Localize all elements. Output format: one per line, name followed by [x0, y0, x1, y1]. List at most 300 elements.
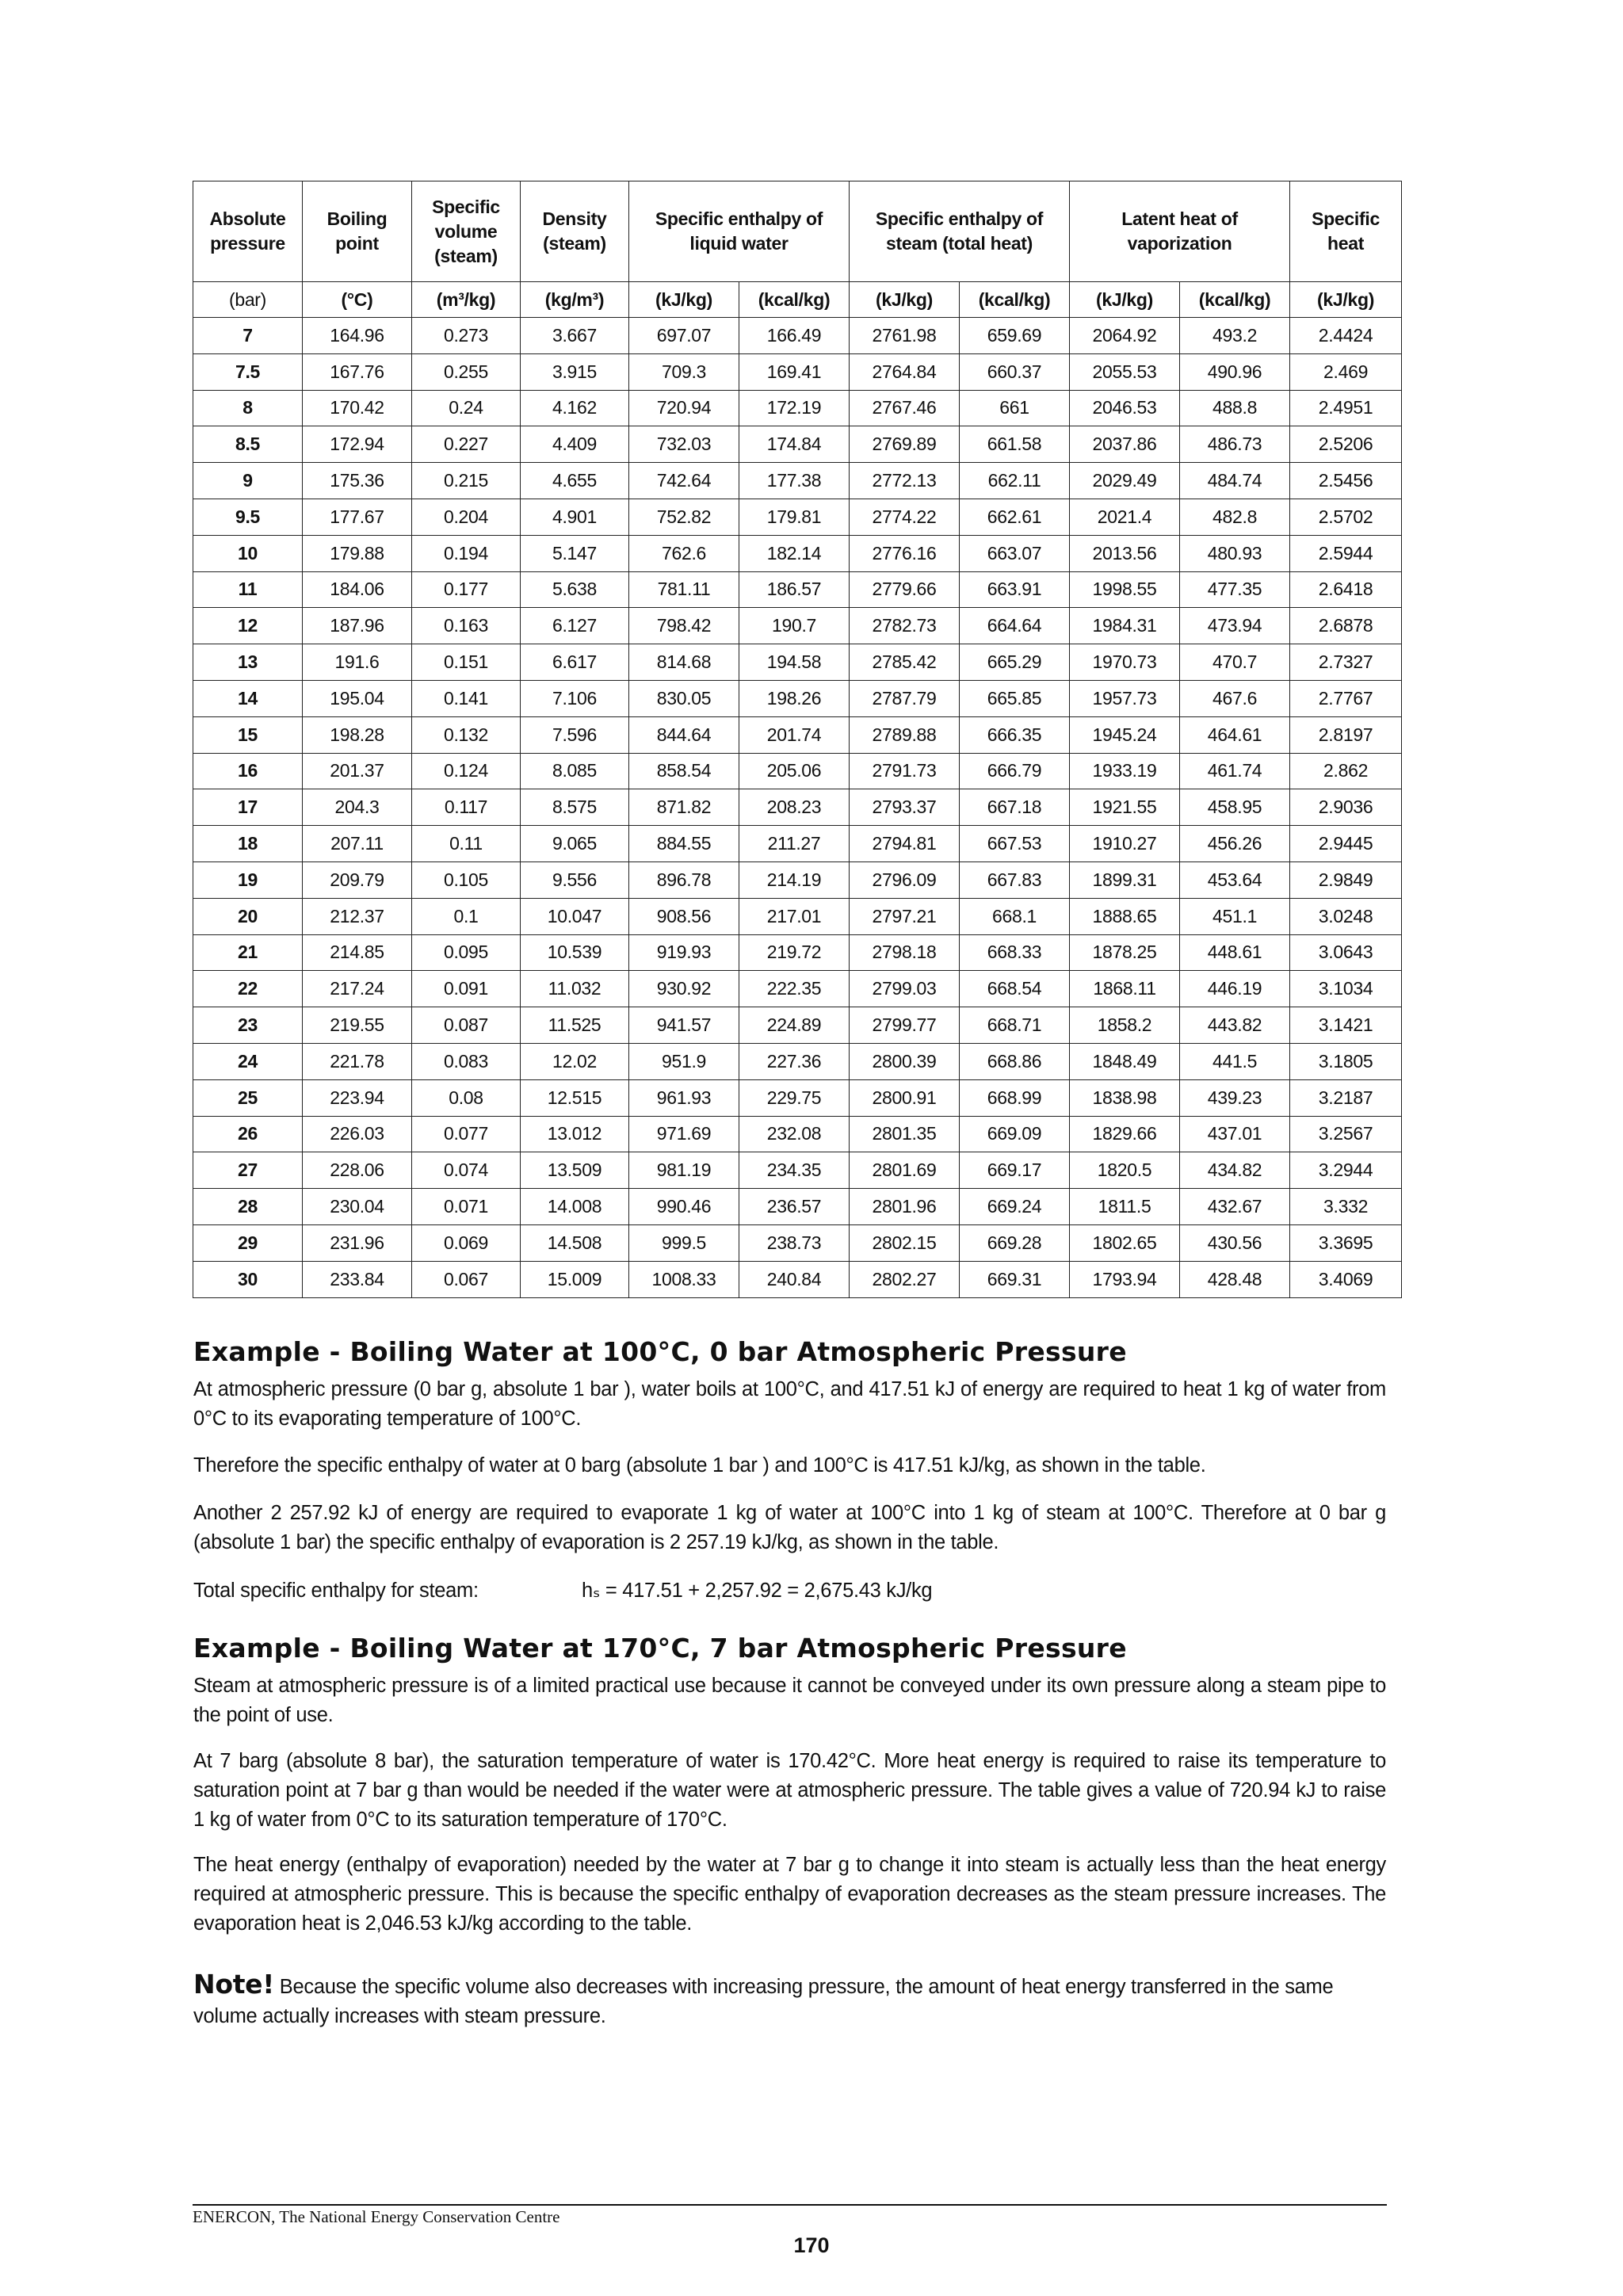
example2-paragraph-1: Steam at atmospheric pressure is of a limited practical use because it cannot be conveyed under its own pressure along a steam pipe to the point of use. [193, 1675, 1386, 1726]
example2-heading: Example - Boiling Water at 170°C, 7 bar Atmospheric Pressure [193, 1633, 1127, 1664]
table-cell: 2785.42 [850, 644, 960, 681]
table-cell: 446.19 [1180, 971, 1290, 1007]
table-cell: 233.84 [303, 1261, 412, 1297]
table-cell: 941.57 [629, 1007, 739, 1044]
table-row [193, 789, 1402, 826]
table-row [193, 571, 1402, 608]
table-cell: 951.9 [629, 1043, 739, 1079]
table-row [193, 1189, 1402, 1225]
table-cell: 0.204 [412, 499, 521, 535]
table-cell: 3.0248 [1290, 898, 1402, 934]
table-cell: 2.4951 [1290, 390, 1402, 426]
table-cell: 2796.09 [850, 861, 960, 898]
table-cell: 3.4069 [1290, 1261, 1402, 1297]
column-header: Density (steam) [521, 181, 629, 282]
table-cell: 439.23 [1180, 1079, 1290, 1116]
table-cell: 0.255 [412, 353, 521, 390]
table-cell: 720.94 [629, 390, 739, 426]
table-cell: 470.7 [1180, 644, 1290, 681]
table-cell: 2021.4 [1070, 499, 1180, 535]
table-cell: 2046.53 [1070, 390, 1180, 426]
table-cell: 484.74 [1180, 463, 1290, 499]
table-cell: 430.56 [1180, 1224, 1290, 1261]
table-cell: 669.09 [960, 1116, 1070, 1152]
table-cell: 3.2944 [1290, 1152, 1402, 1189]
table-cell: 2.5702 [1290, 499, 1402, 535]
table-cell: 187.96 [303, 608, 412, 644]
table-cell: 0.067 [412, 1261, 521, 1297]
table-cell: 2779.66 [850, 571, 960, 608]
table-row [193, 353, 1402, 390]
table-cell: 477.35 [1180, 571, 1290, 608]
pressure-cell: 8.5 [193, 426, 303, 463]
table-cell: 1802.65 [1070, 1224, 1180, 1261]
table-cell: 2.5944 [1290, 535, 1402, 571]
pressure-cell: 28 [193, 1189, 303, 1225]
table-cell: 830.05 [629, 680, 739, 716]
table-cell: 480.93 [1180, 535, 1290, 571]
table-cell: 3.1421 [1290, 1007, 1402, 1044]
unit-cell: (kg/m³) [521, 282, 629, 318]
table-row [193, 390, 1402, 426]
table-cell: 2800.91 [850, 1079, 960, 1116]
table-cell: 15.009 [521, 1261, 629, 1297]
table-cell: 781.11 [629, 571, 739, 608]
table-cell: 488.8 [1180, 390, 1290, 426]
table-cell: 668.33 [960, 934, 1070, 971]
table-cell: 2029.49 [1070, 463, 1180, 499]
table-cell: 201.37 [303, 753, 412, 789]
table-cell: 179.88 [303, 535, 412, 571]
table-cell: 0.124 [412, 753, 521, 789]
table-cell: 2.7327 [1290, 644, 1402, 681]
table-row [193, 426, 1402, 463]
table-cell: 14.008 [521, 1189, 629, 1225]
table-cell: 2774.22 [850, 499, 960, 535]
pressure-cell: 18 [193, 826, 303, 862]
unit-cell: (kJ/kg) [850, 282, 960, 318]
pressure-cell: 25 [193, 1079, 303, 1116]
table-cell: 4.162 [521, 390, 629, 426]
table-cell: 668.71 [960, 1007, 1070, 1044]
table-cell: 201.74 [739, 716, 850, 753]
table-row [193, 608, 1402, 644]
table-cell: 2037.86 [1070, 426, 1180, 463]
table-cell: 198.26 [739, 680, 850, 716]
table-cell: 223.94 [303, 1079, 412, 1116]
table-cell: 798.42 [629, 608, 739, 644]
table-cell: 0.077 [412, 1116, 521, 1152]
pressure-cell: 9 [193, 463, 303, 499]
table-cell: 10.539 [521, 934, 629, 971]
table-cell: 229.75 [739, 1079, 850, 1116]
table-cell: 667.18 [960, 789, 1070, 826]
table-cell: 169.41 [739, 353, 850, 390]
table-cell: 0.227 [412, 426, 521, 463]
table-cell: 2.5206 [1290, 426, 1402, 463]
table-cell: 434.82 [1180, 1152, 1290, 1189]
table-cell: 0.194 [412, 535, 521, 571]
table-cell: 232.08 [739, 1116, 850, 1152]
table-cell: 464.61 [1180, 716, 1290, 753]
table-cell: 1878.25 [1070, 934, 1180, 971]
table-cell: 230.04 [303, 1189, 412, 1225]
table-cell: 1910.27 [1070, 826, 1180, 862]
table-cell: 482.8 [1180, 499, 1290, 535]
table-cell: 461.74 [1180, 753, 1290, 789]
pressure-cell: 7.5 [193, 353, 303, 390]
table-cell: 2801.69 [850, 1152, 960, 1189]
table-cell: 214.19 [739, 861, 850, 898]
example1-formula-line [193, 1576, 1386, 1606]
column-header: Specific enthalpy of liquid water [629, 181, 850, 282]
table-cell: 207.11 [303, 826, 412, 862]
table-cell: 0.071 [412, 1189, 521, 1225]
pressure-cell: 22 [193, 971, 303, 1007]
table-cell: 2.6418 [1290, 571, 1402, 608]
table-cell: 2799.03 [850, 971, 960, 1007]
table-cell: 0.095 [412, 934, 521, 971]
table-cell: 219.55 [303, 1007, 412, 1044]
table-cell: 10.047 [521, 898, 629, 934]
table-cell: 451.1 [1180, 898, 1290, 934]
table-cell: 0.087 [412, 1007, 521, 1044]
table-cell: 214.85 [303, 934, 412, 971]
table-cell: 167.76 [303, 353, 412, 390]
table-cell: 490.96 [1180, 353, 1290, 390]
column-header: Specific enthalpy of steam (total heat) [850, 181, 1070, 282]
table-cell: 164.96 [303, 318, 412, 354]
table-cell: 8.575 [521, 789, 629, 826]
pressure-cell: 16 [193, 753, 303, 789]
table-cell: 9.556 [521, 861, 629, 898]
example1-paragraph-3: Another 2 257.92 kJ of energy are required to evaporate 1 kg of water at 100°C into 1 kg of steam at 100°C. Therefore at 0 bar g (absolute 1 bar) the specific enthalpy of evaporation is 2 257.19 kJ/kg, as shown in the table. [193, 1502, 1386, 1553]
table-cell: 3.0643 [1290, 934, 1402, 971]
table-cell: 473.94 [1180, 608, 1290, 644]
table-cell: 217.24 [303, 971, 412, 1007]
table-cell: 2761.98 [850, 318, 960, 354]
table-cell: 2801.35 [850, 1116, 960, 1152]
table-cell: 2793.37 [850, 789, 960, 826]
table-row [193, 318, 1402, 354]
table-cell: 170.42 [303, 390, 412, 426]
table-cell: 428.48 [1180, 1261, 1290, 1297]
table-cell: 179.81 [739, 499, 850, 535]
steam-table [193, 181, 1402, 1298]
table-cell: 209.79 [303, 861, 412, 898]
table-cell: 2776.16 [850, 535, 960, 571]
table-cell: 2.469 [1290, 353, 1402, 390]
table-row [193, 1261, 1402, 1297]
table-cell: 697.07 [629, 318, 739, 354]
table-cell: 0.074 [412, 1152, 521, 1189]
table-cell: 212.37 [303, 898, 412, 934]
table-cell: 195.04 [303, 680, 412, 716]
table-cell: 2800.39 [850, 1043, 960, 1079]
table-cell: 221.78 [303, 1043, 412, 1079]
table-cell: 190.7 [739, 608, 850, 644]
table-cell: 0.117 [412, 789, 521, 826]
table-cell: 0.151 [412, 644, 521, 681]
table-cell: 1899.31 [1070, 861, 1180, 898]
table-cell: 1811.5 [1070, 1189, 1180, 1225]
table-cell: 2764.84 [850, 353, 960, 390]
table-cell: 732.03 [629, 426, 739, 463]
table-cell: 2.5456 [1290, 463, 1402, 499]
table-cell: 234.35 [739, 1152, 850, 1189]
pressure-cell: 29 [193, 1224, 303, 1261]
table-cell: 742.64 [629, 463, 739, 499]
table-cell: 4.655 [521, 463, 629, 499]
unit-cell: (kcal/kg) [739, 282, 850, 318]
table-cell: 4.901 [521, 499, 629, 535]
table-cell: 186.57 [739, 571, 850, 608]
column-header: Latent heat of vaporization [1070, 181, 1290, 282]
table-cell: 1984.31 [1070, 608, 1180, 644]
page-number: 170 [793, 2233, 830, 2257]
table-cell: 1838.98 [1070, 1079, 1180, 1116]
table-cell: 1888.65 [1070, 898, 1180, 934]
table-cell: 662.11 [960, 463, 1070, 499]
unit-cell: (kcal/kg) [1180, 282, 1290, 318]
table-cell: 999.5 [629, 1224, 739, 1261]
table-cell: 668.1 [960, 898, 1070, 934]
table-row [193, 644, 1402, 681]
table-cell: 8.085 [521, 753, 629, 789]
table-cell: 3.332 [1290, 1189, 1402, 1225]
table-cell: 2789.88 [850, 716, 960, 753]
table-cell: 858.54 [629, 753, 739, 789]
table-cell: 844.64 [629, 716, 739, 753]
table-cell: 2801.96 [850, 1189, 960, 1225]
table-row [193, 1116, 1402, 1152]
column-header: Specific heat [1290, 181, 1402, 282]
table-cell: 448.61 [1180, 934, 1290, 971]
note-paragraph [193, 1969, 1386, 2031]
table-cell: 182.14 [739, 535, 850, 571]
table-cell: 177.38 [739, 463, 850, 499]
table-cell: 0.091 [412, 971, 521, 1007]
table-cell: 2797.21 [850, 898, 960, 934]
table-cell: 3.1805 [1290, 1043, 1402, 1079]
table-cell: 205.06 [739, 753, 850, 789]
table-cell: 2055.53 [1070, 353, 1180, 390]
pressure-cell: 26 [193, 1116, 303, 1152]
table-cell: 3.1034 [1290, 971, 1402, 1007]
table-cell: 2.4424 [1290, 318, 1402, 354]
table-cell: 661.58 [960, 426, 1070, 463]
table-row [193, 499, 1402, 535]
table-cell: 0.11 [412, 826, 521, 862]
table-cell: 0.24 [412, 390, 521, 426]
table-cell: 2.862 [1290, 753, 1402, 789]
table-cell: 661 [960, 390, 1070, 426]
table-cell: 1848.49 [1070, 1043, 1180, 1079]
table-cell: 919.93 [629, 934, 739, 971]
pressure-cell: 14 [193, 680, 303, 716]
column-header: Specific volume (steam) [412, 181, 521, 282]
table-cell: 2064.92 [1070, 318, 1180, 354]
table-cell: 11.032 [521, 971, 629, 1007]
table-cell: 13.012 [521, 1116, 629, 1152]
table-cell: 2787.79 [850, 680, 960, 716]
table-row [193, 1079, 1402, 1116]
table-cell: 871.82 [629, 789, 739, 826]
table-cell: 0.1 [412, 898, 521, 934]
table-cell: 1868.11 [1070, 971, 1180, 1007]
table-cell: 1008.33 [629, 1261, 739, 1297]
table-cell: 668.86 [960, 1043, 1070, 1079]
table-cell: 814.68 [629, 644, 739, 681]
formula: hₛ = 417.51 + 2,257.92 = 2,675.43 kJ/kg [582, 1580, 933, 1602]
unit-cell: (kJ/kg) [1070, 282, 1180, 318]
table-cell: 238.73 [739, 1224, 850, 1261]
table-row [193, 535, 1402, 571]
table-cell: 12.02 [521, 1043, 629, 1079]
pressure-cell: 20 [193, 898, 303, 934]
table-cell: 0.083 [412, 1043, 521, 1079]
table-cell: 961.93 [629, 1079, 739, 1116]
table-row [193, 826, 1402, 862]
table-cell: 2.7767 [1290, 680, 1402, 716]
pressure-cell: 11 [193, 571, 303, 608]
table-cell: 3.915 [521, 353, 629, 390]
table-cell: 666.79 [960, 753, 1070, 789]
table-cell: 0.105 [412, 861, 521, 898]
table-cell: 458.95 [1180, 789, 1290, 826]
table-units-row [193, 282, 1402, 318]
table-cell: 2769.89 [850, 426, 960, 463]
table-cell: 13.509 [521, 1152, 629, 1189]
table-cell: 437.01 [1180, 1116, 1290, 1152]
unit-cell: (°C) [303, 282, 412, 318]
table-row [193, 716, 1402, 753]
table-cell: 2798.18 [850, 934, 960, 971]
table-cell: 0.163 [412, 608, 521, 644]
table-cell: 2802.15 [850, 1224, 960, 1261]
table-row [193, 1007, 1402, 1044]
table-cell: 11.525 [521, 1007, 629, 1044]
table-cell: 971.69 [629, 1116, 739, 1152]
table-cell: 441.5 [1180, 1043, 1290, 1079]
table-cell: 432.67 [1180, 1189, 1290, 1225]
table-cell: 12.515 [521, 1079, 629, 1116]
pressure-cell: 12 [193, 608, 303, 644]
table-cell: 222.35 [739, 971, 850, 1007]
table-cell: 1921.55 [1070, 789, 1180, 826]
unit-cell: (m³/kg) [412, 282, 521, 318]
pressure-cell: 15 [193, 716, 303, 753]
table-cell: 1933.19 [1070, 753, 1180, 789]
table-cell: 2782.73 [850, 608, 960, 644]
pressure-cell: 17 [193, 789, 303, 826]
table-row [193, 898, 1402, 934]
table-cell: 191.6 [303, 644, 412, 681]
table-cell: 0.273 [412, 318, 521, 354]
table-cell: 664.64 [960, 608, 1070, 644]
table-cell: 2013.56 [1070, 535, 1180, 571]
footer-divider [193, 2204, 1387, 2206]
table-row [193, 1224, 1402, 1261]
column-header: Boiling point [303, 181, 412, 282]
example1-paragraph-1: At atmospheric pressure (0 bar g, absolute 1 bar ), water boils at 100°C, and 417.51 kJ of energy are required to heat 1 kg of water from 0°C to its evaporating temperature of 100°C. [193, 1378, 1386, 1430]
note-label: Note! [193, 1969, 274, 2000]
table-cell: 166.49 [739, 318, 850, 354]
example1-heading: Example - Boiling Water at 100°C, 0 bar Atmospheric Pressure [193, 1336, 1127, 1367]
table-cell: 665.85 [960, 680, 1070, 716]
table-cell: 3.667 [521, 318, 629, 354]
table-cell: 194.58 [739, 644, 850, 681]
table-cell: 177.67 [303, 499, 412, 535]
table-cell: 990.46 [629, 1189, 739, 1225]
formula-label: Total specific enthalpy for steam: [193, 1580, 479, 1602]
table-cell: 14.508 [521, 1224, 629, 1261]
table-cell: 9.065 [521, 826, 629, 862]
table-cell: 2802.27 [850, 1261, 960, 1297]
table-cell: 668.99 [960, 1079, 1070, 1116]
table-cell: 0.132 [412, 716, 521, 753]
table-cell: 1858.2 [1070, 1007, 1180, 1044]
table-cell: 908.56 [629, 898, 739, 934]
pressure-cell: 24 [193, 1043, 303, 1079]
pressure-cell: 10 [193, 535, 303, 571]
table-cell: 669.17 [960, 1152, 1070, 1189]
table-cell: 240.84 [739, 1261, 850, 1297]
table-cell: 1793.94 [1070, 1261, 1180, 1297]
table-cell: 663.91 [960, 571, 1070, 608]
pressure-cell: 7 [193, 318, 303, 354]
table-cell: 227.36 [739, 1043, 850, 1079]
table-cell: 667.53 [960, 826, 1070, 862]
table-cell: 217.01 [739, 898, 850, 934]
pressure-cell: 23 [193, 1007, 303, 1044]
table-row [193, 463, 1402, 499]
table-cell: 666.35 [960, 716, 1070, 753]
table-cell: 665.29 [960, 644, 1070, 681]
table-cell: 1998.55 [1070, 571, 1180, 608]
table-cell: 5.638 [521, 571, 629, 608]
table-body [193, 318, 1402, 1298]
note-text: Because the specific volume also decreases with increasing pressure, the amount of heat energy transferred in the same volume actually increases with steam pressure. [193, 1976, 1334, 2027]
table-cell: 1957.73 [1070, 680, 1180, 716]
table-cell: 660.37 [960, 353, 1070, 390]
table-cell: 0.177 [412, 571, 521, 608]
table-cell: 2.6878 [1290, 608, 1402, 644]
table-cell: 669.31 [960, 1261, 1070, 1297]
table-cell: 172.19 [739, 390, 850, 426]
table-cell: 486.73 [1180, 426, 1290, 463]
table-cell: 456.26 [1180, 826, 1290, 862]
table-header-row [193, 181, 1402, 282]
table-cell: 0.069 [412, 1224, 521, 1261]
table-cell: 211.27 [739, 826, 850, 862]
table-cell: 2772.13 [850, 463, 960, 499]
table-cell: 453.64 [1180, 861, 1290, 898]
table-cell: 5.147 [521, 535, 629, 571]
pressure-cell: 21 [193, 934, 303, 971]
pressure-cell: 30 [193, 1261, 303, 1297]
table-cell: 662.61 [960, 499, 1070, 535]
table-cell: 6.617 [521, 644, 629, 681]
table-cell: 709.3 [629, 353, 739, 390]
table-cell: 2791.73 [850, 753, 960, 789]
table-cell: 0.215 [412, 463, 521, 499]
table-row [193, 1043, 1402, 1079]
pressure-cell: 9.5 [193, 499, 303, 535]
table-cell: 174.84 [739, 426, 850, 463]
table-cell: 204.3 [303, 789, 412, 826]
table-cell: 930.92 [629, 971, 739, 1007]
